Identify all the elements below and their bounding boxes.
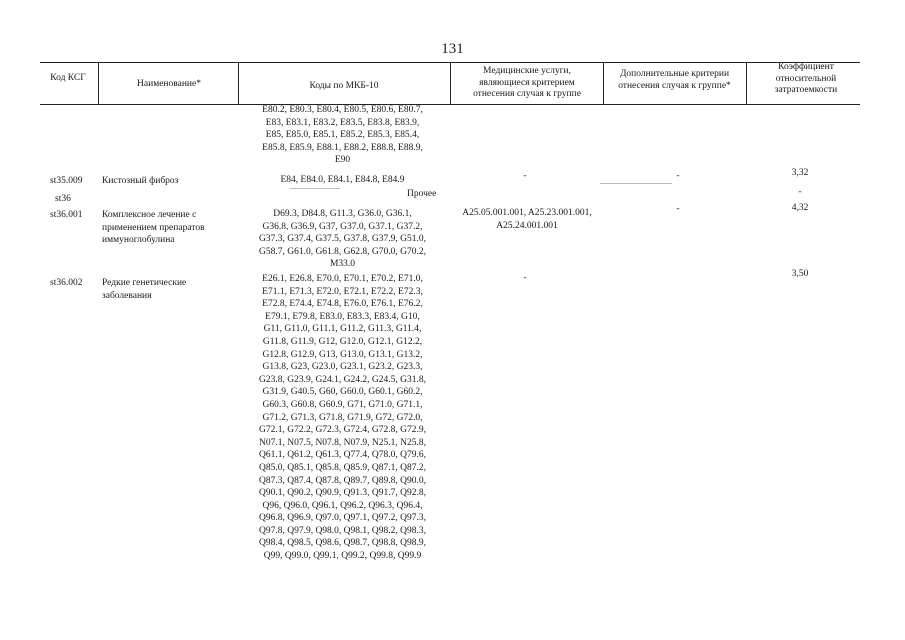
row-services: - bbox=[523, 273, 527, 283]
code-line: G11.8, G11.9, G12, G12.0, G12.1, G12.2, bbox=[262, 336, 423, 347]
row-name: Кистозный фиброз bbox=[102, 176, 179, 186]
header-coef: Коэффициент относительной затратоемкости bbox=[774, 62, 838, 95]
row-extra: - bbox=[676, 171, 680, 181]
row-code: st35.009 bbox=[50, 176, 83, 186]
code-line: Q90.1, Q90.2, Q90.9, Q91.3, Q91.7, Q92.8, bbox=[258, 488, 427, 499]
code-line: E26.1, E26.8, E70.0, E70.1, E70.2, E71.0, bbox=[262, 274, 423, 284]
code-line: Q85.0, Q85.1, Q85.8, Q85.9, Q87.1, Q87.2, bbox=[258, 462, 427, 473]
code-line: E90 bbox=[334, 155, 351, 166]
code-line: G36.8, G36.9, G37, G37.0, G37.1, G37.2, bbox=[262, 221, 423, 232]
row-services: A25.05.001.001, A25.23.001.001, A25.24.001.001 bbox=[462, 208, 592, 231]
header-bottom-rule bbox=[40, 104, 860, 105]
code-line: G37.3, G37.4, G37.5, G37.8, G37.9, G51.0, bbox=[258, 234, 427, 245]
code-line: G60.3, G60.8, G60.9, G71, G71.0, G71.1, bbox=[262, 399, 423, 410]
header-services: Медицинские услуги, являющиеся критерием отнесения случая к группе bbox=[473, 66, 581, 99]
header-extra: Дополнительные критерии отнесения случая к группе* bbox=[618, 69, 731, 91]
code-line: G23.8, G23.9, G24.1, G24.2, G24.5, G31.8, bbox=[258, 374, 427, 385]
row-coef: 3,32 bbox=[791, 168, 809, 178]
continuation-codes bbox=[240, 104, 445, 167]
row-codes bbox=[240, 208, 445, 271]
col-divider bbox=[98, 62, 99, 104]
row-name: Комплексное лечение с применением препаратов иммуноглобулина bbox=[102, 210, 205, 246]
row-extra: - bbox=[676, 204, 680, 214]
code-line: E84, E84.0, E84.1, E84.8, E84.9 bbox=[280, 175, 405, 185]
row-services: - bbox=[523, 171, 527, 181]
code-line: G13.8, G23, G23.0, G23.1, G23.2, G23.3, bbox=[262, 362, 423, 373]
code-line: E85.8, E85.9, E88.1, E88.2, E88.8, E88.9, bbox=[262, 142, 423, 153]
code-line: Q99, Q99.0, Q99.1, Q99.2, Q99.8, Q99.9 bbox=[263, 551, 422, 562]
row-coef: 4,32 bbox=[791, 203, 809, 213]
code-line: G31.9, G40.5, G60, G60.0, G60.1, G60.2, bbox=[262, 387, 423, 398]
row-codes bbox=[240, 273, 445, 563]
code-line: M33.0 bbox=[329, 259, 356, 270]
code-line: Q61.1, Q61.2, Q61.3, Q77.4, Q78.0, Q79.6, bbox=[258, 450, 427, 461]
row-name: Редкие генетические заболевания bbox=[102, 278, 187, 301]
group-title: Прочее bbox=[407, 189, 437, 199]
header-code: Код КСГ bbox=[50, 73, 86, 83]
scan-dash bbox=[600, 183, 672, 184]
code-line: E71.1, E71.3, E72.0, E72.1, E72.2, E72.3, bbox=[262, 286, 423, 297]
code-line: Q96.8, Q96.9, Q97.0, Q97.1, Q97.2, Q97.3, bbox=[258, 513, 427, 524]
row-code: st36.002 bbox=[50, 278, 83, 288]
code-line: E79.1, E79.8, E83.0, E83.3, E83.4, G10, bbox=[265, 311, 420, 322]
code-line: Q98.4, Q98.5, Q98.6, Q98.7, Q98.8, Q98.9, bbox=[258, 538, 427, 549]
col-divider bbox=[603, 62, 604, 104]
code-line: Q96, Q96.0, Q96.1, Q96.2, Q96.3, Q96.4, bbox=[262, 500, 423, 511]
group-code: st36 bbox=[55, 194, 71, 204]
code-line: D69.3, D84.8, G11.3, G36.0, G36.1, bbox=[273, 209, 412, 219]
col-divider bbox=[238, 62, 239, 104]
scan-dash bbox=[290, 188, 340, 189]
row-code: st36.001 bbox=[50, 210, 83, 220]
header-name: Наименование* bbox=[137, 79, 201, 89]
code-line: E72.8, E74.4, E74.8, E76.0, E76.1, E76.2, bbox=[262, 299, 423, 310]
group-coef: - bbox=[798, 187, 802, 197]
code-line: G11, G11.0, G11.1, G11.2, G11.3, G11.4, bbox=[263, 324, 422, 335]
row-codes bbox=[240, 174, 445, 187]
row-coef: 3,50 bbox=[791, 269, 809, 279]
code-line: G72.1, G72.2, G72.3, G72.4, G72.8, G72.9, bbox=[258, 425, 427, 436]
page-number: 131 bbox=[441, 41, 464, 57]
code-line: G71.2, G71.3, G71.8, G71.9, G72, G72.0, bbox=[262, 412, 423, 423]
col-divider bbox=[450, 62, 451, 104]
code-line: Q97.8, Q97.9, Q98.0, Q98.1, Q98.2, Q98.3, bbox=[258, 525, 427, 536]
code-line: N07.1, N07.5, N07.8, N07.9, N25.1, N25.8, bbox=[258, 437, 427, 448]
code-line: G12.8, G12.9, G13, G13.0, G13.1, G13.2, bbox=[262, 349, 423, 360]
header-mkb: Коды по МКБ-10 bbox=[309, 81, 379, 91]
code-line: E83, E83.1, E83.2, E83.5, E83.8, E83.9, bbox=[265, 117, 420, 128]
code-line: G58.7, G61.0, G61.8, G62.8, G70.0, G70.2, bbox=[258, 246, 427, 257]
code-line: E85, E85.0, E85.1, E85.2, E85.3, E85.4, bbox=[265, 130, 420, 141]
code-line: Q87.3, Q87.4, Q87.8, Q89.7, Q89.8, Q90.0, bbox=[258, 475, 427, 486]
code-line: E80.2, E80.3, E80.4, E80.5, E80.6, E80.7, bbox=[262, 105, 423, 115]
col-divider bbox=[746, 62, 747, 104]
